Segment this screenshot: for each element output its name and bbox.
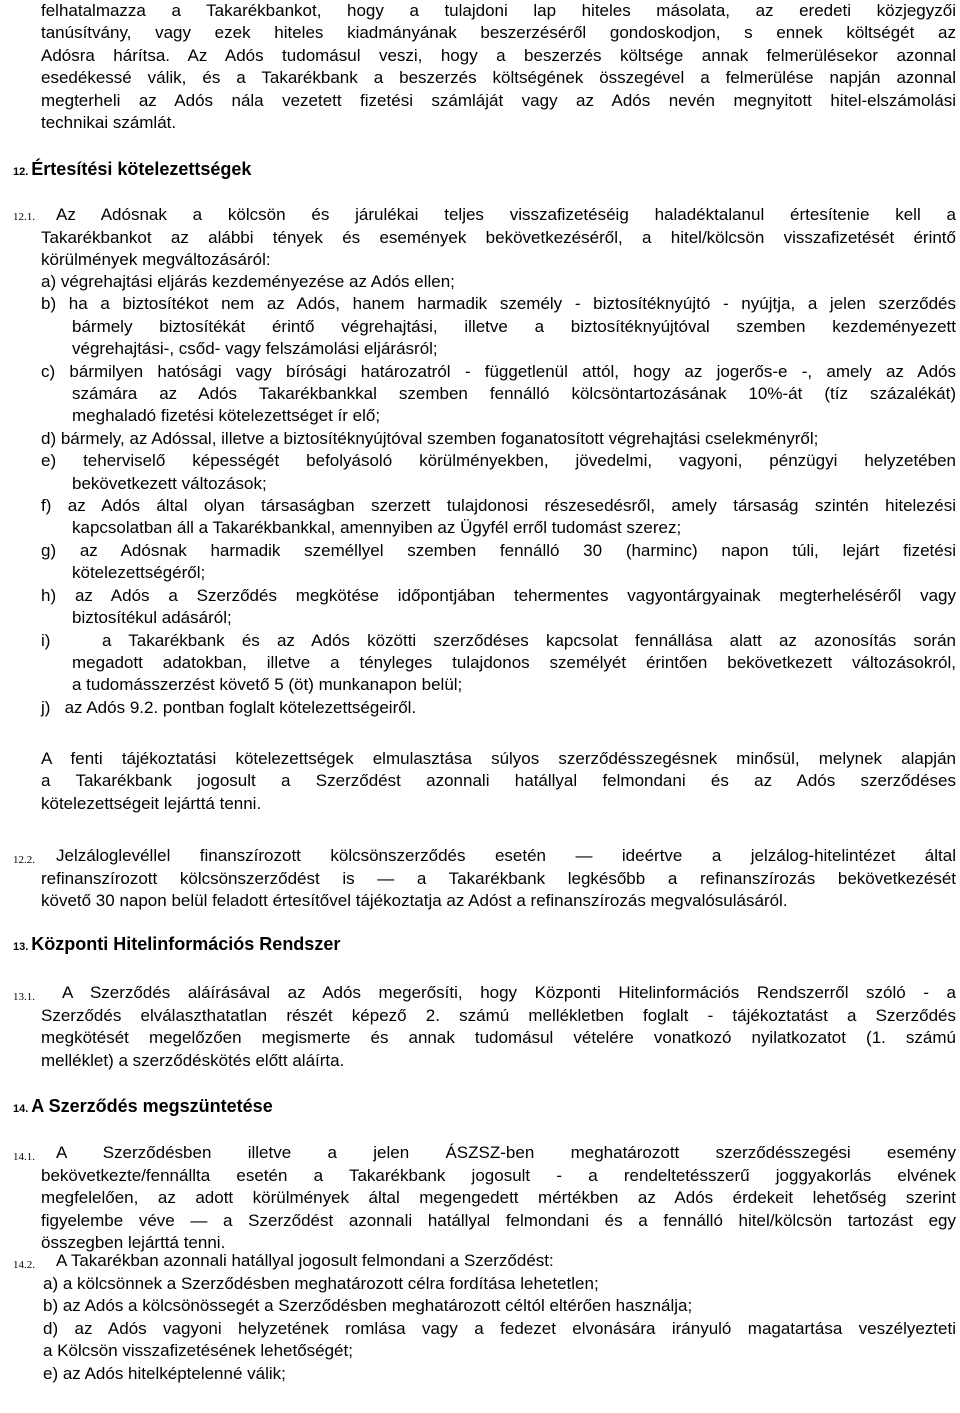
item-line: e) teherviselő képességét befolyásoló körülményekben, jövedelmi, vagyoni, pénzügyi helyzetében [41,451,956,471]
section-heading-12 [13,158,251,183]
item-line: a tudomásszerzést követő 5 (öt) munkanapon belül; [72,675,463,695]
intro-paragraph [41,0,956,134]
subsection-number: 12.2. [13,854,35,866]
list-item [41,630,956,697]
item-line: a) végrehajtási eljárás kezdeményezése az Adós ellen; [41,272,455,291]
list-item: a Kölcsön visszafizetésének lehetőségét; [43,1341,353,1361]
text-line: kötelezettségeit lejárttá tenni. [41,793,262,813]
text-line: A Szerződésben illetve a jelen ÁSZSZ-ben meghatározott szerződésszegési esemény [56,1143,956,1162]
item-line: bármely biztosítékát érintő végrehajtási, illetve a biztosítéknyújtóval szemben kezdeményezett [72,316,956,336]
text-line: figyelembe véve — a Szerződést azonnali hatállyal felmondani és a fennálló hitel/kölcsön tartozást egy [41,1210,956,1230]
subsection-number: 14.1. [13,1151,35,1163]
text-line: refinanszírozott kölcsönszerződést is — a Takarékbank legkésőbb a refinanszírozás bekövetkezését [41,869,956,888]
text-line: megfelelően, az adott körülmények által megengedett mértékben az Adós érdekeit lehetőség szerint [41,1188,956,1208]
list-item: e) az Adós hitelképtelenné válik; [43,1363,286,1383]
subsection-12-2-line1 [56,845,956,867]
item-line: f) az Adós által olyan társaságban szerzett tulajdonosi részesedésről, amely társaság szintén hitelezési [41,496,956,516]
item-line: g) az Adósnak harmadik személlyel szemben fennálló 30 (harminc) napon túli, lejárt fizetési [41,540,956,560]
subsection-number: 13.1. [13,991,35,1003]
item-line: d) bármely, az Adóssal, illetve a biztosítéknyújtóval szemben foganatosított végrehajtási cselekményről; [41,428,819,448]
item-line: számára az Adós Takarékbankkal szemben fennálló kölcsöntartozásának 10%-át (tíz százalékát) [72,384,956,404]
text-line: összegben lejárttá tenni. [41,1233,226,1253]
subsection-12-1-intro [41,227,956,272]
text-line: Az Adósnak a kölcsön és járulékai teljes visszafizetéséig haladéktalanul értesítenie kell a [56,205,956,224]
text-line: a Takarékbank jogosult a Szerződést azonnali hatállyal felmondani és az Adós szerződéses [41,771,956,791]
text-line: Adósra hárítsa. Az Adós tudomásul veszi, hogy a beszerzés költsége annak felmerülésekor azonnal [41,45,956,65]
text-line: felhatalmazza a Takarékbankot, hogy a tulajdoni lap hiteles másolata, az eredeti közjegyzői [41,1,956,20]
list-item: b) az Adós a kölcsönössegét a Szerződésben meghatározott céltól eltérően használja; [43,1296,693,1316]
subsection-number: 14.2. [13,1259,35,1271]
text-line: A fenti tájékoztatási kötelezettségek elmulasztása súlyos szerződésszegésnek minősül, melynek alapján [41,749,956,768]
item-line: h) az Adós a Szerződés megkötése időpontjában tehermentes vagyontárgyainak megterheléséről vagy [41,585,956,605]
item-line: c) bármilyen hatósági vagy bírósági határozatról - függetlenül attól, hogy az jogerős-e -, amely az Adós [41,361,956,381]
text-line: Jelzáloglevéllel finanszírozott kölcsönszerződés esetén — ideértve a jelzálog-hitelintézet által [56,846,956,865]
subsection-13-1 [41,1005,956,1072]
list-item [41,450,956,495]
list-item [41,271,956,293]
text-line: melléklet) a szerződéskötés előtt aláírta. [41,1050,345,1070]
subsection-number: 12.1. [13,211,35,223]
list-item: d) az Adós vagyoni helyzetének romlása vagy a fedezet elvonására irányuló magatartása veszélyezteti [43,1318,956,1338]
section-title: Értesítési kötelezettségek [31,159,252,179]
text-line: bekövetkezte/fennállta esetén a Takarékbank jogosult - a rendeltetésszerű joggyakorlás elvének [41,1166,956,1185]
text-line: A Szerződés aláírásával az Adós megerősíti, hogy Központi Hitelinformációs Rendszerről szóló - a [62,983,956,1002]
section-heading-13 [13,933,340,958]
item-line: biztosítékul adásáról; [72,608,232,628]
section-heading-14 [13,1095,273,1120]
item-line: b) ha a biztosítékot nem az Adós, hanem harmadik személy - biztosítéknyújtó - nyújtja, a jelen szerződés [41,294,956,314]
section-title: Központi Hitelinformációs Rendszer [31,934,341,954]
list-item [41,293,956,360]
subsection-12-1-line1 [56,204,956,226]
text-line: követő 30 napon belül feladott értesítővel tájékoztatja az Adóst a refinanszírozás megvalósulásáról. [41,891,788,911]
subsection-12-1-closing [41,748,956,815]
section-number: 13. [13,941,29,953]
subsection-14-1 [41,1165,956,1255]
text-line: Szerződés elválaszthatatlan részét képező 2. számú mellékletben foglalt - tájékoztatást a Szerződés [41,1006,956,1025]
list-item [41,540,956,585]
item-line: végrehajtási-, csőd- vagy felszámolási eljárásról; [72,339,438,359]
section-title: A Szerződés megszüntetése [31,1096,273,1116]
text-line: esedékessé válik, és a Takarékbank a beszerzés költségének összegével a felmerülése napján azonnal [41,68,956,88]
text-line: körülmények megváltozásáról: [41,250,271,270]
item-line: kötelezettségéről; [72,563,206,583]
text-line: megterheli az Adós nála vezetett fizetési számláját vagy az Adós nevén megnyitott hitel-elszámolási [41,90,956,110]
text-line: Takarékbankot az alábbi tények és események bekövetkezéséről, a hitel/kölcsön visszafizetését érintő [41,228,956,247]
section-number: 12. [13,166,29,178]
subsection-14-2-intro [56,1250,956,1272]
item-line: kapcsolatban áll a Takarékbankkal, amennyiben az Ügyfél erről tudomást szerez; [72,518,682,538]
list-item [41,361,956,428]
section-number: 14. [13,1103,29,1115]
item-line: bekövetkezett változások; [72,473,267,493]
text-line: A Takarékban azonnali hatállyal jogosult felmondani a Szerződést: [56,1251,554,1270]
list-item [41,495,956,540]
item-line: j) az Adós 9.2. pontban foglalt kötelezettségeiről. [41,697,417,717]
subsection-14-2-items [43,1273,956,1385]
list-item: a) a kölcsönnek a Szerződésben meghatározott célra fordítása lehetetlen; [43,1274,599,1293]
subsection-12-2 [41,868,956,913]
subsection-12-1-items [41,271,956,719]
subsection-13-1-line1 [62,982,956,1004]
subsection-14-1-line1 [56,1142,956,1164]
text-line: megkötését megelőzően megismerte és annak tudomásul vételére vonatkozó nyilatkozatot (1. számú [41,1028,956,1048]
item-line: megadott adatokban, illetve a tényleges tulajdonos személyét érintően bekövetkezett változásokról, [72,652,956,672]
list-item [41,697,956,719]
text-line: tanúsítvány, vagy ezek hiteles kiadmányának beszerzéséről gondoskodjon, s ennek költségét az [41,23,956,43]
list-item [41,428,956,450]
text-line: technikai számlát. [41,113,177,133]
list-item [41,585,956,630]
item-line: i) a Takarékbank és az Adós közötti szerződéses kapcsolat fennállása alatt az azonosítás során [41,630,956,650]
item-line: meghaladó fizetési kötelezettséget ír elő; [72,406,381,426]
